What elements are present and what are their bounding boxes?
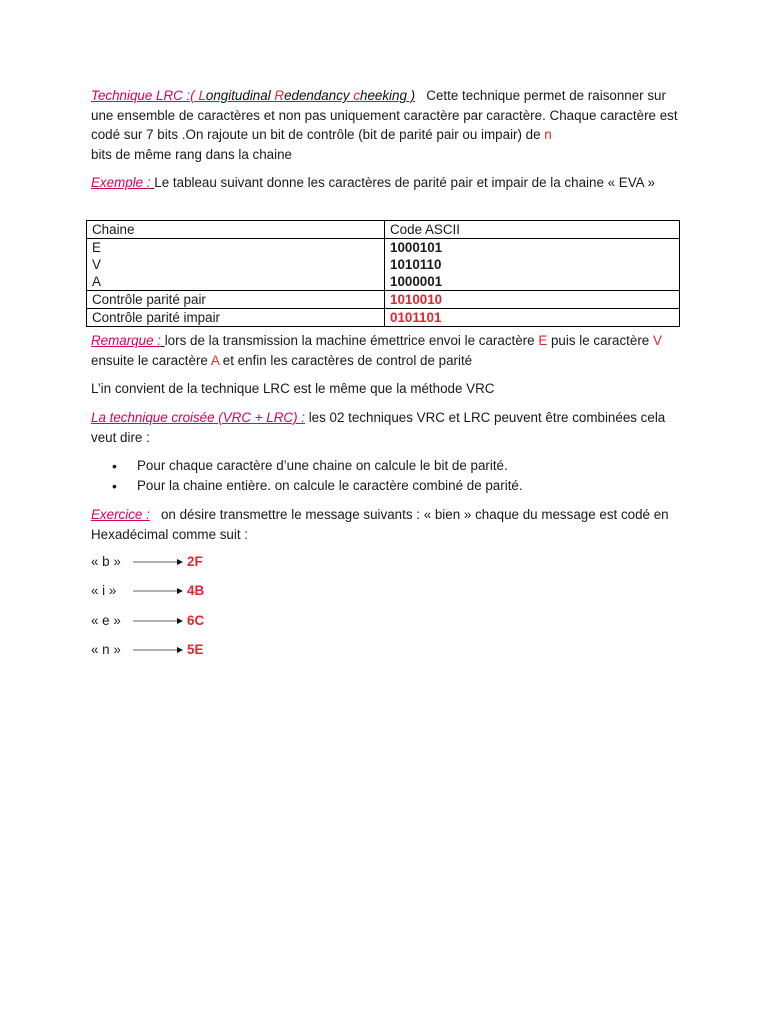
parity-pair-label: Contrôle parité pair (87, 291, 385, 309)
mapping-row (91, 640, 291, 660)
table-row (87, 309, 680, 327)
ascii-codes-cell: 1000101 1010110 1000001 (385, 239, 680, 291)
remarque-paragraph: Remarque : lors de la transmission la machine émettrice envoi le caractère E puis le caractère V ensuite le caractère A et enfin les caractères de control de parité (91, 333, 662, 368)
mapping-value: 4B (187, 583, 205, 598)
croisee-label: La technique croisée (VRC + LRC) : (91, 410, 305, 425)
mapping-key: « i » (91, 583, 117, 598)
bullet-list (112, 456, 523, 496)
exemple-paragraph: Exemple : Le tableau suivant donne les caractères de parité pair et impair de la chaine « EVA » (91, 175, 656, 190)
parity-pair-code: 1010010 (385, 291, 680, 309)
mapping-key: « e » (91, 613, 121, 628)
mapping-value: 5E (187, 642, 204, 657)
mapping-row (91, 552, 291, 572)
exercice-paragraph: Exercice : on désire transmettre le message suivants : « bien » chaque du message est codé en Hexadécimal comme suit : (91, 507, 669, 542)
parity-impair-code: 0101101 (385, 309, 680, 327)
table-row (87, 291, 680, 309)
exemple-label: Exemple : (91, 175, 151, 190)
list-item: • Pour la chaine entière. on calcule le caractère combiné de parité. (112, 476, 523, 496)
mapping-value: 6C (187, 613, 205, 628)
mapping-value: 2F (187, 554, 203, 569)
croisee-paragraph: La technique croisée (VRC + LRC) : les 02 techniques VRC et LRC peuvent être combinées cela veut dire : (91, 410, 666, 445)
mapping-row (91, 611, 291, 631)
chain-chars-cell: E V A (87, 239, 385, 291)
inconvient-paragraph: L’in convient de la technique LRC est le même que la méthode VRC (91, 381, 495, 396)
exercice-label: Exercice : (91, 507, 150, 522)
list-item: • Pour chaque caractère d’une chaine on calcule le bit de parité. (112, 456, 523, 476)
parity-impair-label: Contrôle parité impair (87, 309, 385, 327)
table-header-row (87, 221, 680, 239)
mapping-key: « b » (91, 554, 121, 569)
table-header-cell: Code ASCII (385, 221, 680, 239)
mapping-key: « n » (91, 642, 121, 657)
lrc-heading: Technique LRC :( Longitudinal Redendancy cheeking ) (91, 88, 416, 103)
n-letter: n (544, 127, 552, 142)
ascii-table (86, 220, 680, 327)
table-row (87, 239, 680, 291)
table-header-cell: Chaine (87, 221, 385, 239)
lrc-paragraph: Technique LRC :( Longitudinal Redendancy cheeking ) Cette technique permet de raisonner sur une ensemble de caractères et non pas uniquement caractère par caractère. Chaque caractère est codé sur 7 bits .On rajoute un bit de contrôle (bit de parité pair ou impair) de n bits de même rang dans la chaine (91, 88, 678, 162)
arrow-right-icon (133, 611, 185, 631)
arrow-right-icon (133, 640, 185, 660)
remarque-label: Remarque : (91, 333, 161, 348)
mapping-row (91, 581, 291, 601)
arrow-right-icon (133, 581, 185, 601)
arrow-right-icon (133, 552, 185, 572)
